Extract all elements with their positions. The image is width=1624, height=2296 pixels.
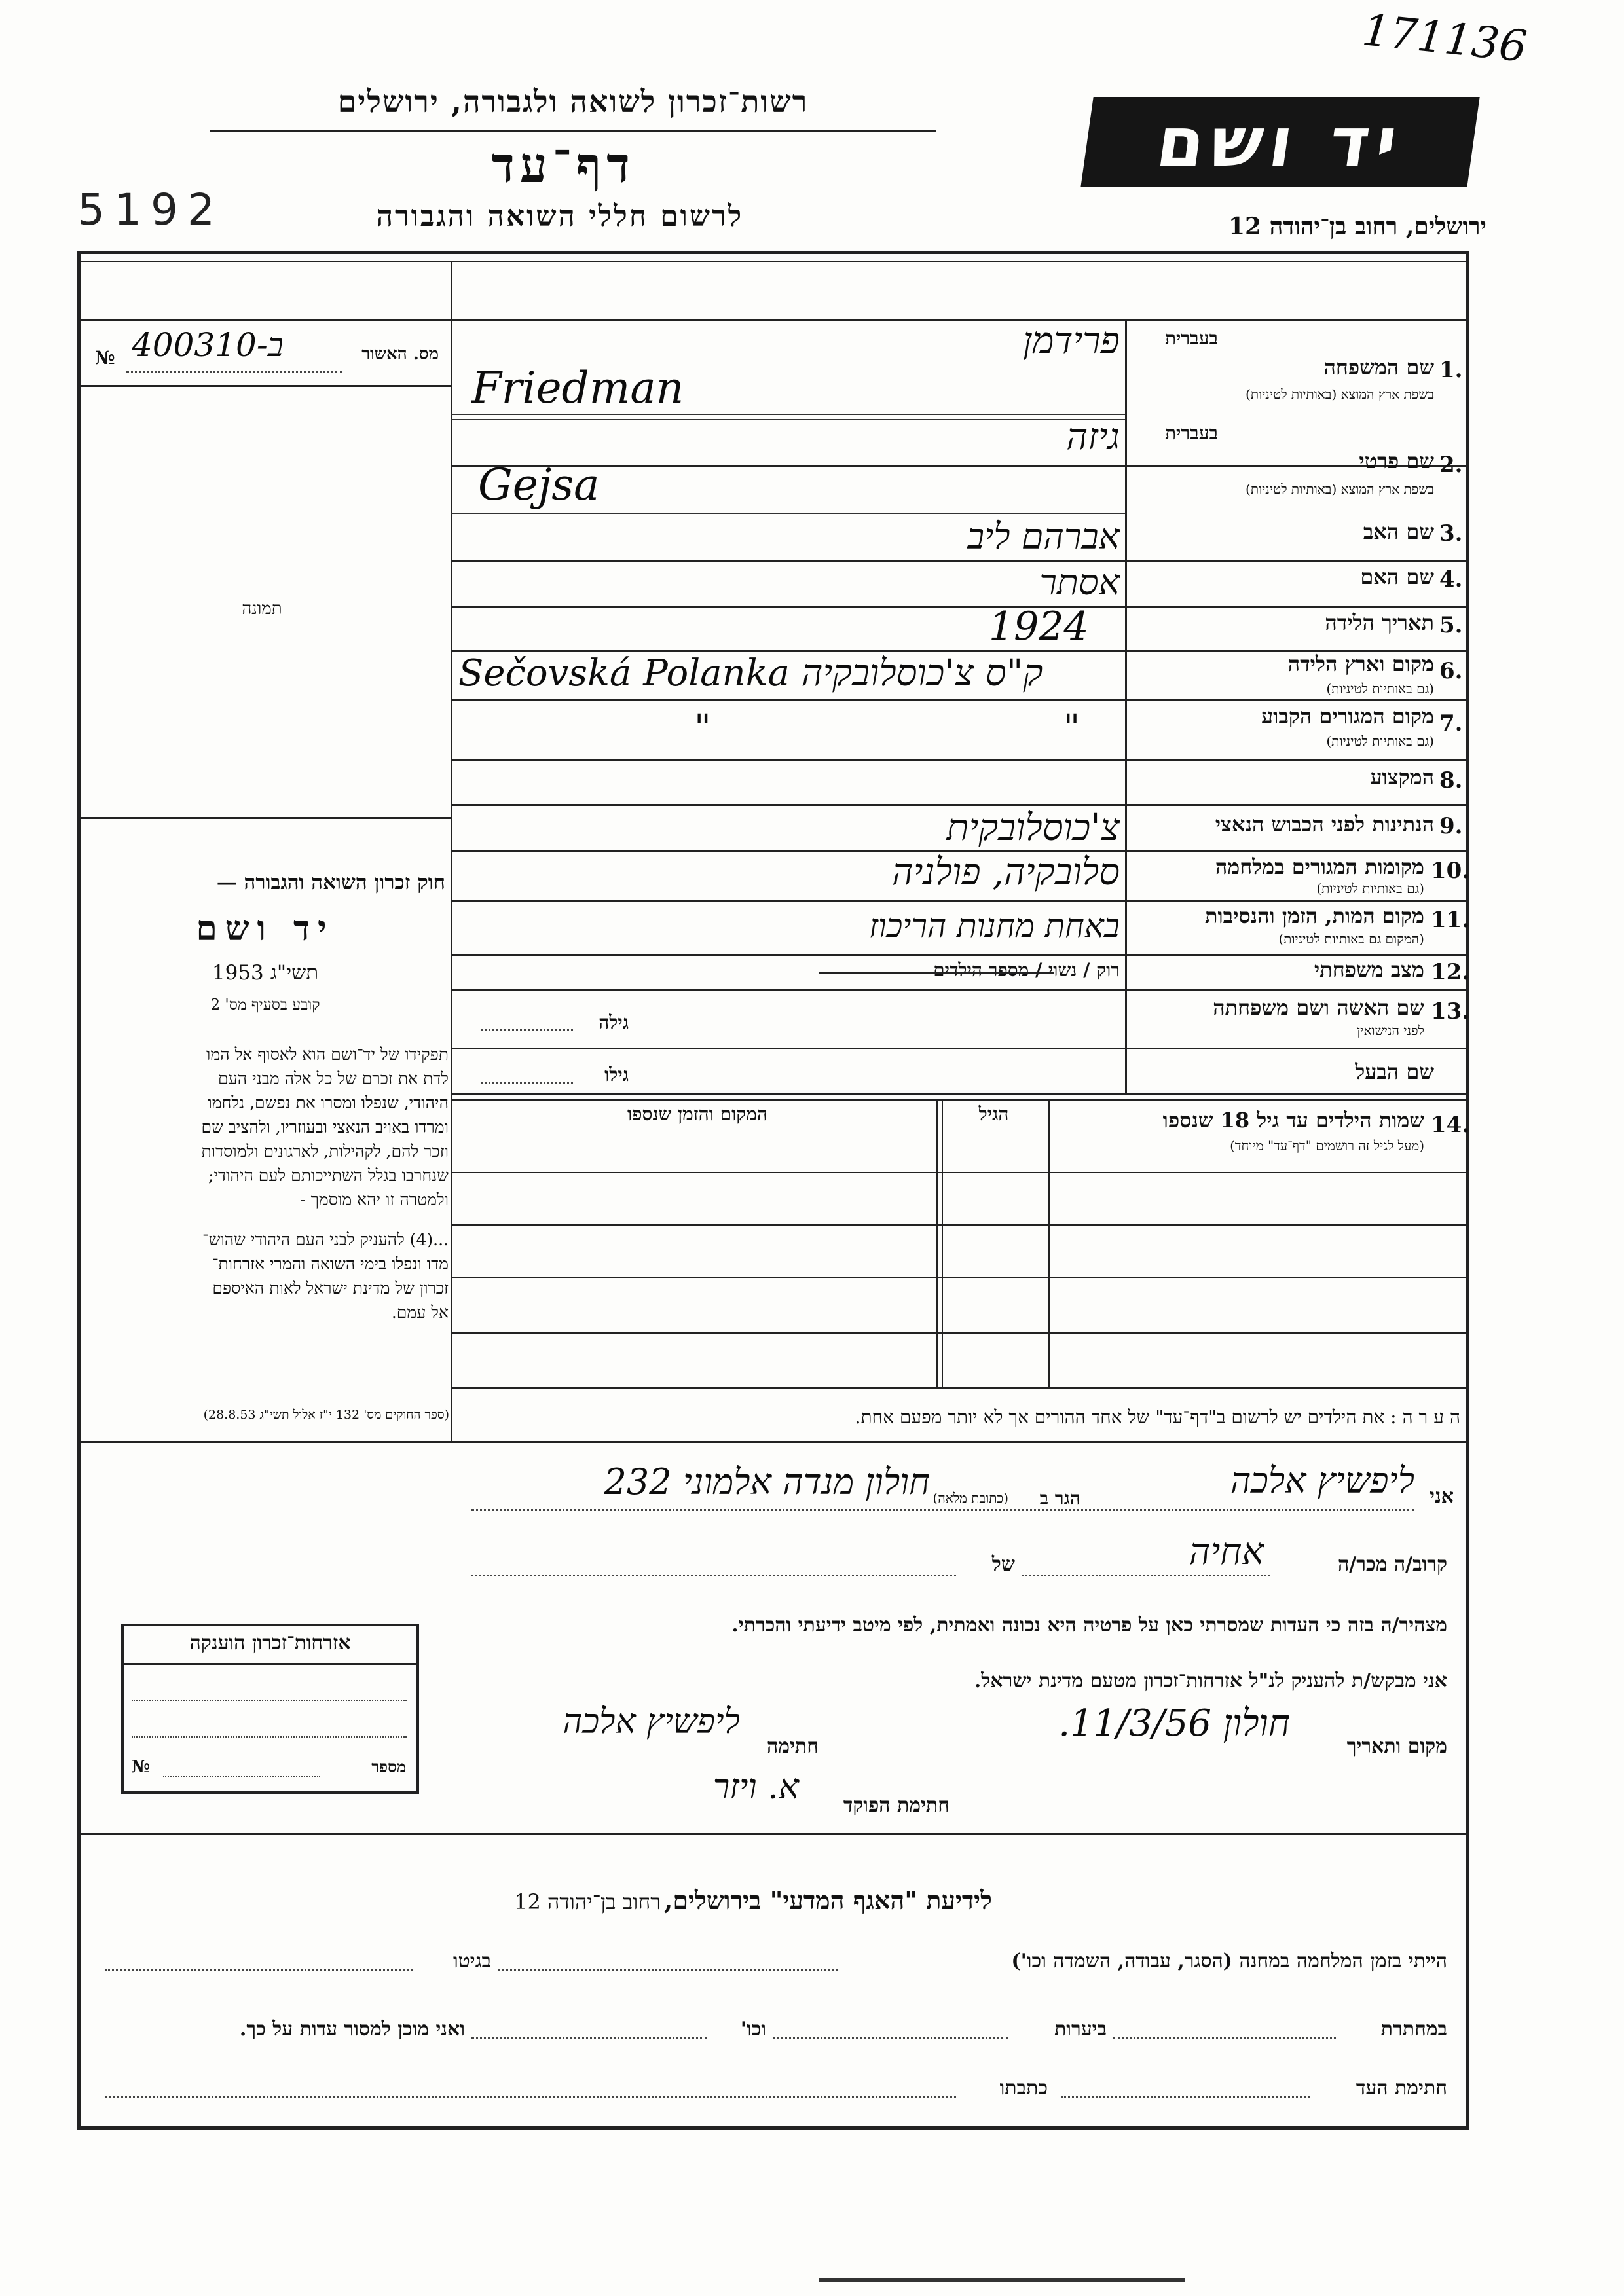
field-2-sub: בשפת ארץ המוצא (באותיות לטיניות) (1246, 481, 1434, 497)
field-7-number: 7. (1439, 710, 1463, 737)
law-line: מדו ונפלו בימי השואה והמרי אזרחות־ (212, 1254, 449, 1273)
children-col-divider (1048, 1099, 1050, 1387)
field-10-value: סלובקיה, פולניה (891, 851, 1120, 894)
row-rule (451, 1048, 1466, 1049)
field-4-number: 4. (1439, 566, 1463, 592)
children-col-divider (942, 1099, 943, 1387)
decl-request: אני מבקש/ת להעניק לנ"ל אזרחות־זכרון מטעם מדינת ישראל. (974, 1669, 1447, 1692)
law-clause: קובע בסעיף מס' 2 (210, 996, 320, 1013)
field-6-label: מקום וארץ הלידה (1287, 651, 1434, 676)
field-9-value: צ'כוסלובקית (946, 807, 1120, 849)
decl-of-dots (471, 1575, 956, 1576)
law-source: (ספר החוקים מס' 132 י"ז אלול תשי"ג 28.8.53) (203, 1408, 449, 1422)
field-9-number: 9. (1439, 813, 1463, 839)
approval-number-label: מס. האשור (361, 344, 439, 364)
children-col-divider (936, 1099, 938, 1387)
row-rule (451, 989, 1466, 991)
bottom-line2-dots (773, 2037, 1008, 2039)
field-1-sub: בשפת ארץ המוצא (באותיות לטיניות) (1246, 386, 1434, 402)
note-text: ה ע ר ה : את הילדים יש לרשום ב"דף־עד" של אחד ההורים אך לא יותר מפעם אחת. (855, 1406, 1460, 1428)
children-row-rule (451, 1332, 1466, 1334)
field-13-number: 13. (1431, 998, 1470, 1025)
field-6-sub: (גם באותיות לטיניות) (1326, 681, 1434, 697)
row-rule (451, 1093, 1466, 1095)
row-rule (451, 465, 1466, 467)
bottom-line2-dots (1113, 2037, 1336, 2039)
decl-prefix: אני (1430, 1485, 1454, 1508)
citizenship-number-dots (163, 1776, 320, 1777)
children-bottom-rule (451, 1387, 1466, 1389)
bottom-line2-dots (471, 2037, 707, 2039)
field-10-label: מקומות המגורים במלחמה (1215, 854, 1424, 879)
field-10-number: 10. (1431, 858, 1470, 884)
decl-address: חולון מנדה אלמוני 232 (604, 1461, 930, 1503)
bottom-line3-dots (1061, 2096, 1310, 2098)
citizenship-no-sign: № (132, 1757, 151, 1777)
law-title: חוק זכרון השואה והגבורה — (216, 871, 445, 894)
husband-label: שם הבעל (1355, 1059, 1434, 1084)
field-3-number: 3. (1439, 520, 1463, 547)
bottom-line1-end: בגיטו (452, 1950, 491, 1973)
authority-name: רשות־זכרון לשואה ולגבורה, ירושלים (337, 84, 809, 119)
bottom-title: לידיעת "האגף המדעי" בירושלים, (664, 1886, 992, 1915)
logo-text: יד ושם (1151, 102, 1409, 182)
bottom-witness-signature-label: חתימת העד (1356, 2077, 1447, 2100)
yad-vashem-logo (1080, 97, 1479, 187)
law-line: שנחרבו בגלל השתייכותם לעם היהודי; (208, 1166, 449, 1185)
bottom-line2-start: במחתרת (1380, 2018, 1447, 2041)
row-rule (451, 759, 1466, 761)
field-12-label: מצב משפחתי (1314, 957, 1424, 982)
field-12-strike (819, 972, 1054, 974)
scan-artifact-line (819, 2278, 1185, 2282)
field-7-sub: (גם באותיות לטיניות) (1326, 733, 1434, 749)
field-1-label: שם המשפחה (1323, 355, 1434, 380)
field-1-hebrew-value: פרידמן (1023, 319, 1120, 362)
header-underline (210, 130, 936, 132)
law-name: יד ושם (196, 909, 335, 949)
field-12-value: רוק / נשוי / מספר הילדים (933, 959, 1120, 981)
law-year: תשי"ג 1953 (212, 961, 319, 985)
law-line: אל עמם. (391, 1303, 449, 1322)
field-2-number: 2. (1439, 452, 1463, 478)
approval-dots (126, 371, 342, 373)
husband-age-dots (481, 1082, 573, 1084)
photo-label: תמונה (242, 599, 282, 619)
field-6-number: 6. (1439, 658, 1463, 684)
decl-name: ליפשיץ אלכה (1230, 1460, 1414, 1501)
decl-lives-in: הגר ב (1039, 1487, 1080, 1509)
frame-inner-top (77, 261, 1469, 262)
label-column-divider (1125, 319, 1127, 1093)
archive-number: 171136 (1359, 5, 1530, 72)
children-label: שמות הילדים עד גיל 18 שנספו (1162, 1108, 1424, 1133)
row-rule (451, 804, 1466, 806)
law-line: ולמטרה זו יהא מוסמך - (300, 1190, 449, 1209)
bottom-line2-end: ואני מוכן למסור עדות על כך. (239, 2018, 465, 2041)
bottom-address: רחוב בן־יהודה 12 (514, 1889, 661, 1914)
husband-age-label: גילו (604, 1064, 629, 1085)
field-12-number: 12. (1431, 959, 1470, 985)
photo-bottom-rule (81, 817, 451, 819)
field-13-sub: לפני הנישואין (1357, 1023, 1424, 1038)
field-11-number: 11. (1431, 907, 1470, 933)
citizenship-box-dots (132, 1700, 407, 1701)
row-rule (451, 513, 1125, 514)
field-11-value: באחת מחנות הריכוז (869, 907, 1120, 945)
field-13-age-label: גילה (599, 1011, 629, 1033)
bottom-line3-dots (105, 2096, 956, 2098)
field-9-label: הנתינות לפני הכבוש הנאצי (1215, 812, 1434, 837)
field-2-label: שם פרטי (1359, 448, 1434, 473)
bottom-title-line (393, 1886, 1113, 1916)
children-row-rule (451, 1224, 1466, 1226)
header-address: ירושלים, רחוב בן־יהודה 12 (1228, 213, 1486, 240)
decl-statement: מצהיר/ה בזה כי העדות שמסרתי כאן על פרטיה היא נכונה ואמתית, לפי מיטב ידיעתי והכרתי. (731, 1614, 1447, 1637)
law-line: זכרון של מדינת ישראל לאות האיספם (212, 1279, 449, 1298)
field-7-value: " " (694, 707, 1251, 750)
field-3-label: שם האב (1363, 519, 1434, 544)
law-line: תפקידו של יד־ושם הוא לאסוף אל המו (206, 1045, 449, 1064)
bottom-address-label: כתבתו (999, 2077, 1048, 2100)
decl-line1-dots (471, 1509, 1414, 1511)
approval-no-sign: № (95, 347, 115, 369)
bottom-section-rule (81, 1833, 1466, 1835)
field-1-lang-label: בעברית (1164, 327, 1218, 349)
signature-value: ליפשיץ אלכה (563, 1702, 740, 1741)
field-10-sub: (גם באותיות לטיניות) (1316, 881, 1424, 896)
field-2-hebrew-value: גיזה (1066, 416, 1120, 458)
field-4-value: אסתר (1039, 562, 1120, 603)
bottom-line2-etc: וכו' (740, 2018, 766, 2041)
field-1-latin-value: Friedman (471, 363, 684, 413)
citizenship-box (121, 1624, 419, 1794)
bottom-line2-mid: ביערות (1054, 2018, 1107, 2041)
bottom-line1: הייתי בזמן המלחמה במחנה (הסגר, עבודה, השמדה וכו') (1011, 1950, 1447, 1973)
field-2-lang-label: בעברית (1164, 422, 1218, 444)
decl-relation-label: קרוב/ה מכר/ה (1338, 1553, 1447, 1576)
form-title: דף־עד (491, 137, 635, 194)
law-line: היהודי, שנפלו ומסרו את נפשם, נלחמו (208, 1093, 449, 1112)
field-6-value: Sečovská Polanka ק"ס צ'כוסלובקיה (458, 652, 1043, 695)
decl-address-note: (כתובת מלאה) (932, 1490, 1008, 1506)
citizenship-box-dots (132, 1736, 407, 1738)
children-sub: (מעל לגיל זה רושמים "דף־עד" מיוחד) (1230, 1138, 1424, 1154)
children-col-place: המקום והזמן שנספו (627, 1103, 767, 1125)
children-top-rule (451, 1099, 1466, 1101)
clerk-signature-value: א. ויזר (712, 1768, 799, 1807)
law-line: ומרדו באויב הנאצי ובעוזריו, ולהציב שם (201, 1118, 449, 1137)
citizenship-number-label: מספר (371, 1757, 406, 1776)
field-5-label: תאריך הלידה (1325, 610, 1434, 635)
field-5-value: 1924 (989, 604, 1089, 649)
signature-label: חתימה (767, 1735, 819, 1758)
left-serial-number: 5192 (77, 185, 224, 235)
children-col-age: הגיל (978, 1103, 1009, 1125)
field-11-label: מקום המות, הזמן והנסיבות (1204, 903, 1424, 928)
approval-number-box (81, 319, 451, 385)
law-line: וזכר להם, לקהילות, לארגונים ולמוסדות (201, 1142, 449, 1161)
field-5-number: 5. (1439, 612, 1463, 638)
row-rule (451, 699, 1466, 701)
law-line: לדת את זכרם של כל אלה מבני העם (218, 1069, 449, 1088)
decl-relation-value: אחיה (1189, 1531, 1264, 1573)
field-1-number: 1. (1439, 357, 1463, 383)
law-line: ...(4) להעניק לבני העם היהודי שהוש־ (202, 1230, 449, 1249)
place-date-label: מקום ותאריך (1346, 1735, 1447, 1758)
bottom-line1-end-dots (105, 1969, 413, 1971)
field-8-number: 8. (1439, 767, 1463, 793)
field-11-sub: (המקום גם באותיות לטיניות) (1278, 931, 1424, 947)
field-7-label: מקום המגורים הקבוע (1261, 704, 1434, 729)
field-2-latin-value: Gejsa (478, 460, 600, 510)
clerk-signature-label: חתימת הפוקד (843, 1794, 950, 1817)
law-text-paragraph (85, 1042, 449, 1324)
children-number: 14. (1431, 1112, 1470, 1138)
photo-top-rule (81, 385, 451, 387)
note-bottom-rule (81, 1441, 1466, 1443)
citizenship-box-rule (124, 1663, 416, 1665)
field-13-age-dots (481, 1029, 573, 1031)
children-row-rule (451, 1277, 1466, 1278)
place-date-value: חולון 11/3/56. (1058, 1702, 1290, 1745)
row-rule (451, 900, 1466, 902)
approval-number-value: 400310-ב (132, 326, 284, 364)
row-rule (451, 606, 1466, 608)
field-3-value: אברהם ליב (967, 516, 1120, 557)
bottom-line1-dots (498, 1969, 838, 1971)
field-8-label: המקצוע (1370, 765, 1434, 790)
field-4-label: שם האם (1360, 564, 1434, 589)
decl-relation-dots (1022, 1575, 1270, 1576)
row-rule (451, 954, 1466, 956)
field-13-label: שם האשה ושם משפחתה (1213, 995, 1424, 1020)
citizenship-box-title: אזרחות־זכרון הוענקה (189, 1631, 351, 1654)
children-row-rule (451, 1172, 1466, 1173)
decl-of-label: של (991, 1553, 1015, 1576)
form-subtitle: לרשום חללי השואה והגבורה (376, 200, 744, 233)
row-rule (451, 414, 1125, 415)
